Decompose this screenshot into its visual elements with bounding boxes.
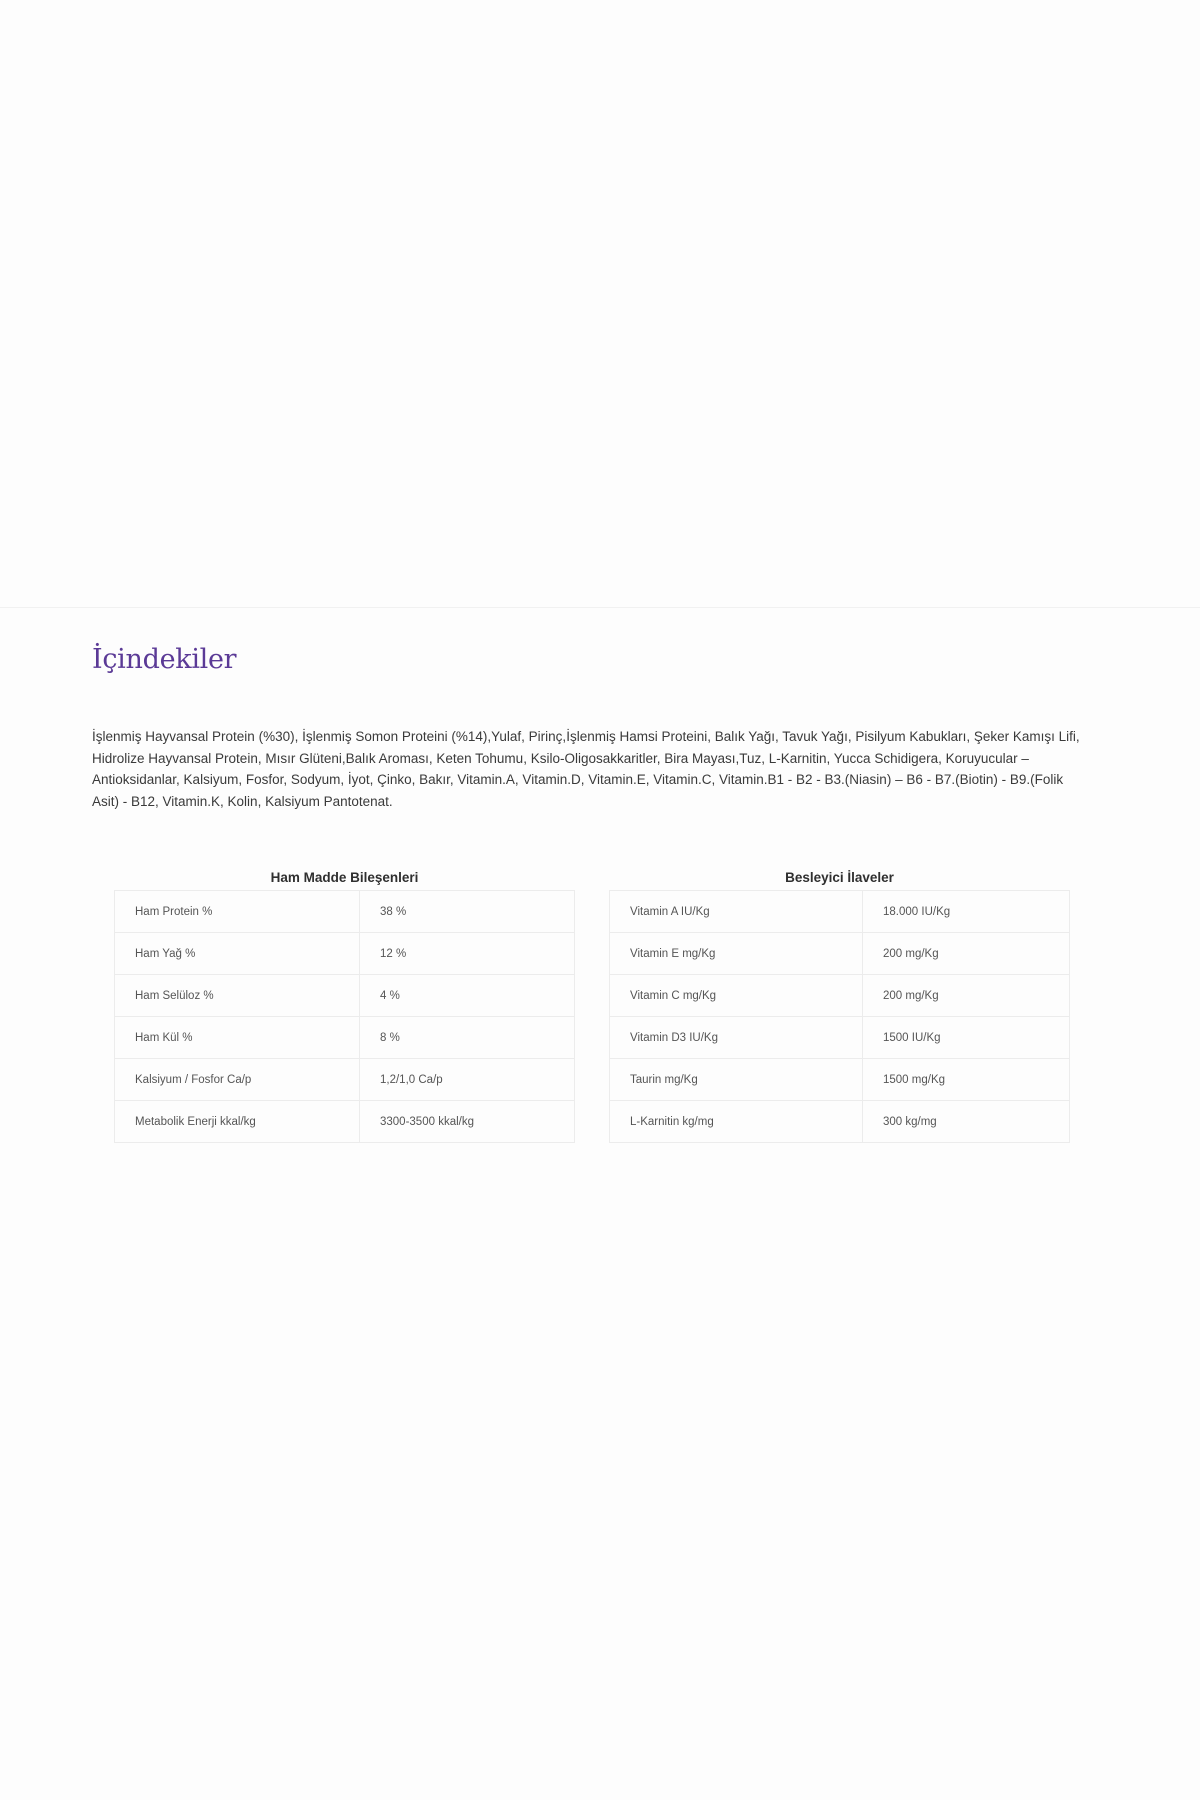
table-row <box>115 1017 575 1059</box>
section-divider <box>0 607 1200 608</box>
row-value: 200 mg/Kg <box>863 975 1070 1017</box>
row-value: 1,2/1,0 Ca/p <box>360 1059 575 1101</box>
raw-components-caption: Ham Madde Bileşenleri <box>270 870 419 885</box>
row-label: Ham Yağ % <box>115 933 360 975</box>
row-value: 200 mg/Kg <box>863 933 1070 975</box>
table-row <box>115 1059 575 1101</box>
row-value: 8 % <box>360 1017 575 1059</box>
row-label: Vitamin D3 IU/Kg <box>610 1017 863 1059</box>
row-label: Vitamin A IU/Kg <box>610 891 863 933</box>
table-row <box>115 933 575 975</box>
table-row <box>610 975 1070 1017</box>
section-title: İçindekiler <box>92 644 237 675</box>
row-value: 300 kg/mg <box>863 1101 1070 1143</box>
row-label: Ham Kül % <box>115 1017 360 1059</box>
row-label: L-Karnitin kg/mg <box>610 1101 863 1143</box>
table-row <box>610 933 1070 975</box>
row-value: 38 % <box>360 891 575 933</box>
row-label: Vitamin C mg/Kg <box>610 975 863 1017</box>
row-label: Ham Protein % <box>115 891 360 933</box>
row-label: Kalsiyum / Fosfor Ca/p <box>115 1059 360 1101</box>
table-row <box>610 891 1070 933</box>
nutritional-additives-caption: Besleyici İlaveler <box>785 870 894 885</box>
row-value: 1500 mg/Kg <box>863 1059 1070 1101</box>
table-row <box>115 891 575 933</box>
nutritional-additives-block <box>609 866 1070 1143</box>
nutritional-additives-table <box>609 890 1070 1143</box>
row-value: 3300-3500 kkal/kg <box>360 1101 575 1143</box>
row-label: Ham Selüloz % <box>115 975 360 1017</box>
table-row <box>115 975 575 1017</box>
row-value: 12 % <box>360 933 575 975</box>
raw-components-block <box>114 866 575 1143</box>
row-label: Taurin mg/Kg <box>610 1059 863 1101</box>
row-value: 18.000 IU/Kg <box>863 891 1070 933</box>
row-value: 4 % <box>360 975 575 1017</box>
ingredients-text: İşlenmiş Hayvansal Protein (%30), İşlenmiş Somon Proteini (%14),Yulaf, Pirinç,İşlenmiş Hamsi Proteini, Balık Yağı, Tavuk Yağı, Pisilyum Kabukları, Şeker Kamışı Lifi, Hidrolize Hayvansal Protein, Mısır Glüteni,Balık Aroması, Keten Tohumu, Ksilo-Oligosakkaritler, Bira Mayası,Tuz, L-Karnitin, Yucca Schidigera, Koruyucular – Antioksidanlar, Kalsiyum, Fosfor, Sodyum, İyot, Çinko, Bakır, Vitamin.A, Vitamin.D, Vitamin.E, Vitamin.C, Vitamin.B1 - B2 - B3.(Niasin) – B6 - B7.(Biotin) - B9.(Folik Asit) - B12, Vitamin.K, Kolin, Kalsiyum Pantotenat. <box>92 729 1080 809</box>
raw-components-table <box>114 890 575 1143</box>
row-label: Metabolik Enerji kkal/kg <box>115 1101 360 1143</box>
table-row <box>610 1059 1070 1101</box>
table-row <box>115 1101 575 1143</box>
row-label: Vitamin E mg/Kg <box>610 933 863 975</box>
row-value: 1500 IU/Kg <box>863 1017 1070 1059</box>
table-row <box>610 1101 1070 1143</box>
table-row <box>610 1017 1070 1059</box>
